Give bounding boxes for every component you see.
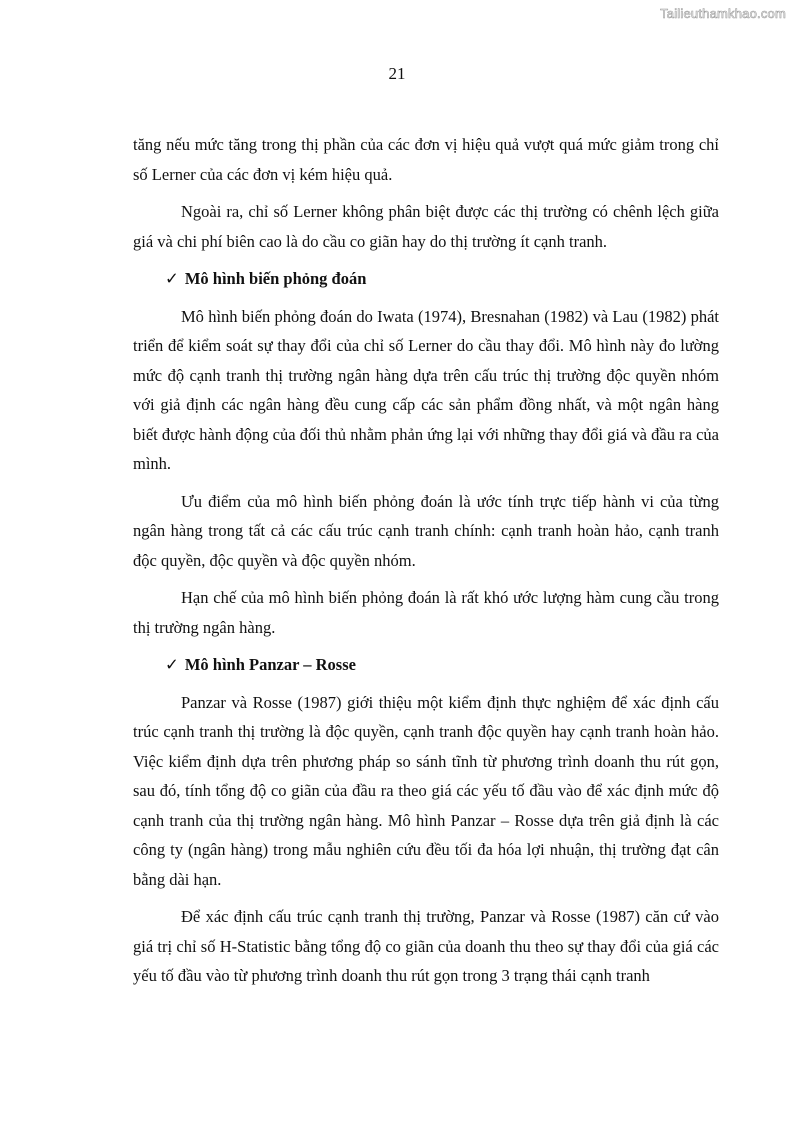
watermark: Tailieuthamkhao.com [660,6,786,21]
paragraph: tăng nếu mức tăng trong thị phần của các đơn vị hiệu quả vượt quá mức giảm trong chỉ số Lerner của các đơn vị kém hiệu quả. [133,135,719,184]
page-number: 21 [388,64,406,83]
paragraph: Mô hình biến phỏng đoán do Iwata (1974), Bresnahan (1982) và Lau (1982) phát triển để kiểm soát sự thay đổi của chỉ số Lerner do cầu thay đổi. Mô hình này đo lường mức độ cạnh tranh thị trường ngân hàng dựa trên cấu trúc thị trường độc quyền nhóm với giả định các ngân hàng đều cung cấp các sản phẩm đồng nhất, và một ngân hàng biết được hành động của đối thủ nhằm phản ứng lại với những thay đổi giá và đầu ra của mình. [133,306,719,473]
document-body [133,130,719,999]
checkmark-icon: ✓ [165,655,179,674]
section-heading-conjectural-variation [133,264,719,294]
heading-text: Mô hình biến phỏng đoán [184,269,367,288]
checkmark-icon: ✓ [165,269,179,288]
paragraph: Ngoài ra, chỉ số Lerner không phân biệt được các thị trường có chênh lệch giữa giá và chi phí biên cao là do cầu co giãn hay do thị trường ít cạnh tranh. [133,202,719,251]
paragraph: Hạn chế của mô hình biến phỏng đoán là rất khó ước lượng hàm cung cầu trong thị trường ngân hàng. [133,588,719,637]
paragraph: Panzar và Rosse (1987) giới thiệu một kiểm định thực nghiệm để xác định cấu trúc cạnh tranh thị trường là độc quyền, cạnh tranh độc quyền hay cạnh tranh hoàn hảo. Việc kiểm định dựa trên phương pháp so sánh tĩnh từ phương trình doanh thu rút gọn, sau đó, tính tổng độ co giãn của đầu ra theo giá các yếu tố đầu vào để xác định mức độ cạnh tranh của thị trường ngân hàng. Mô hình Panzar – Rosse dựa trên giả định là các công ty (ngân hàng) trong mẫu nghiên cứu đều tối đa hóa lợi nhuận, thị trường đạt cân bằng dài hạn. [133,692,719,889]
paragraph: Ưu điểm của mô hình biến phỏng đoán là ước tính trực tiếp hành vi của từng ngân hàng trong tất cả các cấu trúc cạnh tranh chính: cạnh tranh hoàn hảo, cạnh tranh độc quyền, độc quyền và độc quyền nhóm. [133,491,719,570]
section-heading-panzar-rosse [133,650,719,680]
heading-text: Mô hình Panzar – Rosse [184,655,356,674]
paragraph: Để xác định cấu trúc cạnh tranh thị trường, Panzar và Rosse (1987) căn cứ vào giá trị chỉ số H-Statistic bằng tổng độ co giãn của doanh thu theo sự thay đổi của giá các yếu tố đầu vào từ phương trình doanh thu rút gọn trong 3 trạng thái cạnh tranh [133,907,719,985]
